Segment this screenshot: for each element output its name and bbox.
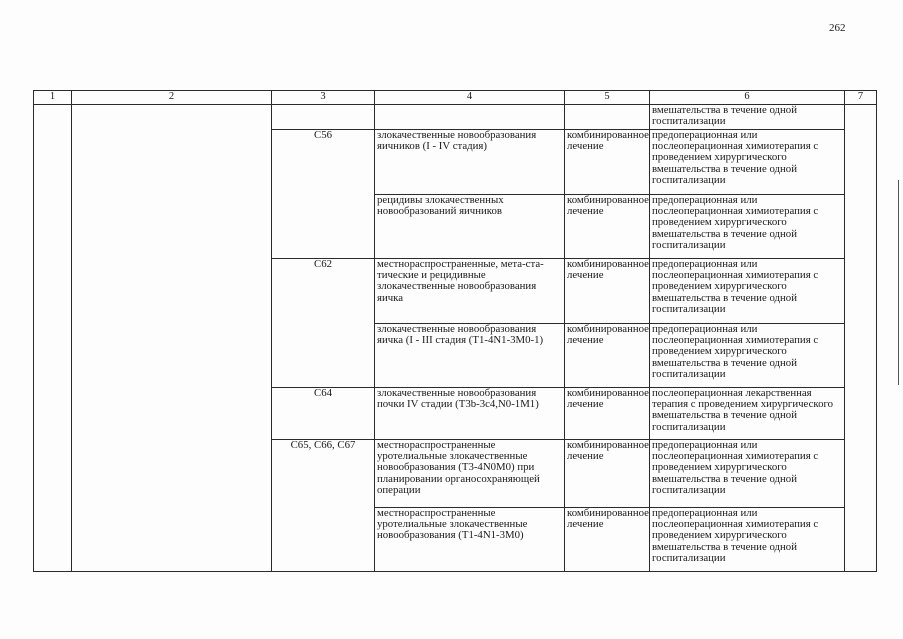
method-cell: вмешательства в течение одной госпитализации [650,105,845,130]
diagnosis-cell: местнораспространенные, мета-ста-тические и рецидивные злокачественные новообразования яичка [375,259,565,324]
table-row [34,130,877,195]
treatment-type-cell: комбинированное лечение [565,508,650,572]
col-1-cell [34,508,72,572]
treatment-table [33,90,877,572]
method-cell: предоперационная или послеоперационная химиотерапия с проведением хирургического вмешательства в течение одной госпитализации [650,259,845,324]
diagnosis-cell: злокачественные новообразования яичников (I - IV стадия) [375,130,565,195]
method-cell: предоперационная или послеоперационная химиотерапия с проведением хирургического вмешательства в течение одной госпитализации [650,440,845,508]
col-1-cell [34,105,72,130]
continuation-row [34,105,877,130]
table-row [34,508,877,572]
code-cell [272,105,375,130]
diagnosis-cell [375,105,565,130]
col-2-cell [72,508,272,572]
method-cell: предоперационная или послеоперационная химиотерапия с проведением хирургического вмешательства в течение одной госпитализации [650,195,845,259]
col-5-header: 5 [565,91,650,105]
col-7-cell [845,440,877,508]
col-7-cell [845,105,877,130]
treatment-type-cell: комбинированное лечение [565,195,650,259]
treatment-type-cell [565,105,650,130]
col-7-cell [845,324,877,388]
col-1-cell [34,130,72,195]
col-1-cell [34,388,72,440]
diagnosis-cell: местнораспространенные уротелиальные злокачественные новообразования (T1-4N1-3M0) [375,508,565,572]
diagnosis-cell: местнораспространенные уротелиальные злокачественные новообразования (T3-4N0M0) при планировании органосохраняющей операции [375,440,565,508]
treatment-type-cell: комбинированное лечение [565,259,650,324]
page-number: 262 [829,22,846,34]
col-1-header: 1 [34,91,72,105]
treatment-type-cell: комбинированное лечение [565,324,650,388]
diagnosis-cell: злокачественные новообразования почки IV стадии (T3b-3c4,N0-1M1) [375,388,565,440]
code-cell: C64 [272,388,375,440]
table-row [34,324,877,388]
diagnosis-cell: рецидивы злокачественных новообразований яичников [375,195,565,259]
col-2-cell [72,105,272,130]
col-7-cell [845,130,877,195]
col-2-header: 2 [72,91,272,105]
col-2-cell [72,195,272,259]
treatment-type-cell: комбинированное лечение [565,130,650,195]
col-6-header: 6 [650,91,845,105]
code-cell: C56 [272,130,375,259]
margin-line [898,180,899,385]
col-7-header: 7 [845,91,877,105]
method-cell: предоперационная или послеоперационная химиотерапия с проведением хирургического вмешательства в течение одной госпитализации [650,508,845,572]
diagnosis-cell: злокачественные новообразования яичка (I - III стадия (T1-4N1-3M0-1) [375,324,565,388]
col-1-cell [34,324,72,388]
col-7-cell [845,388,877,440]
col-2-cell [72,388,272,440]
col-2-cell [72,440,272,508]
col-1-cell [34,259,72,324]
col-3-header: 3 [272,91,375,105]
method-cell: предоперационная или послеоперационная химиотерапия с проведением хирургического вмешательства в течение одной госпитализации [650,324,845,388]
col-2-cell [72,324,272,388]
col-2-cell [72,259,272,324]
table-row [34,440,877,508]
treatment-type-cell: комбинированное лечение [565,440,650,508]
treatment-type-cell: комбинированное лечение [565,388,650,440]
table-row [34,195,877,259]
header-row [34,91,877,105]
col-1-cell [34,195,72,259]
col-7-cell [845,508,877,572]
table-row [34,259,877,324]
method-cell: предоперационная или послеоперационная химиотерапия с проведением хирургического вмешательства в течение одной госпитализации [650,130,845,195]
col-7-cell [845,195,877,259]
col-2-cell [72,130,272,195]
col-1-cell [34,440,72,508]
code-cell: C62 [272,259,375,388]
col-4-header: 4 [375,91,565,105]
table-row [34,388,877,440]
code-cell: C65, C66, C67 [272,440,375,572]
col-7-cell [845,259,877,324]
method-cell: послеоперационная лекарственная терапия с проведением хирургического вмешательства в течение одной госпитализации [650,388,845,440]
